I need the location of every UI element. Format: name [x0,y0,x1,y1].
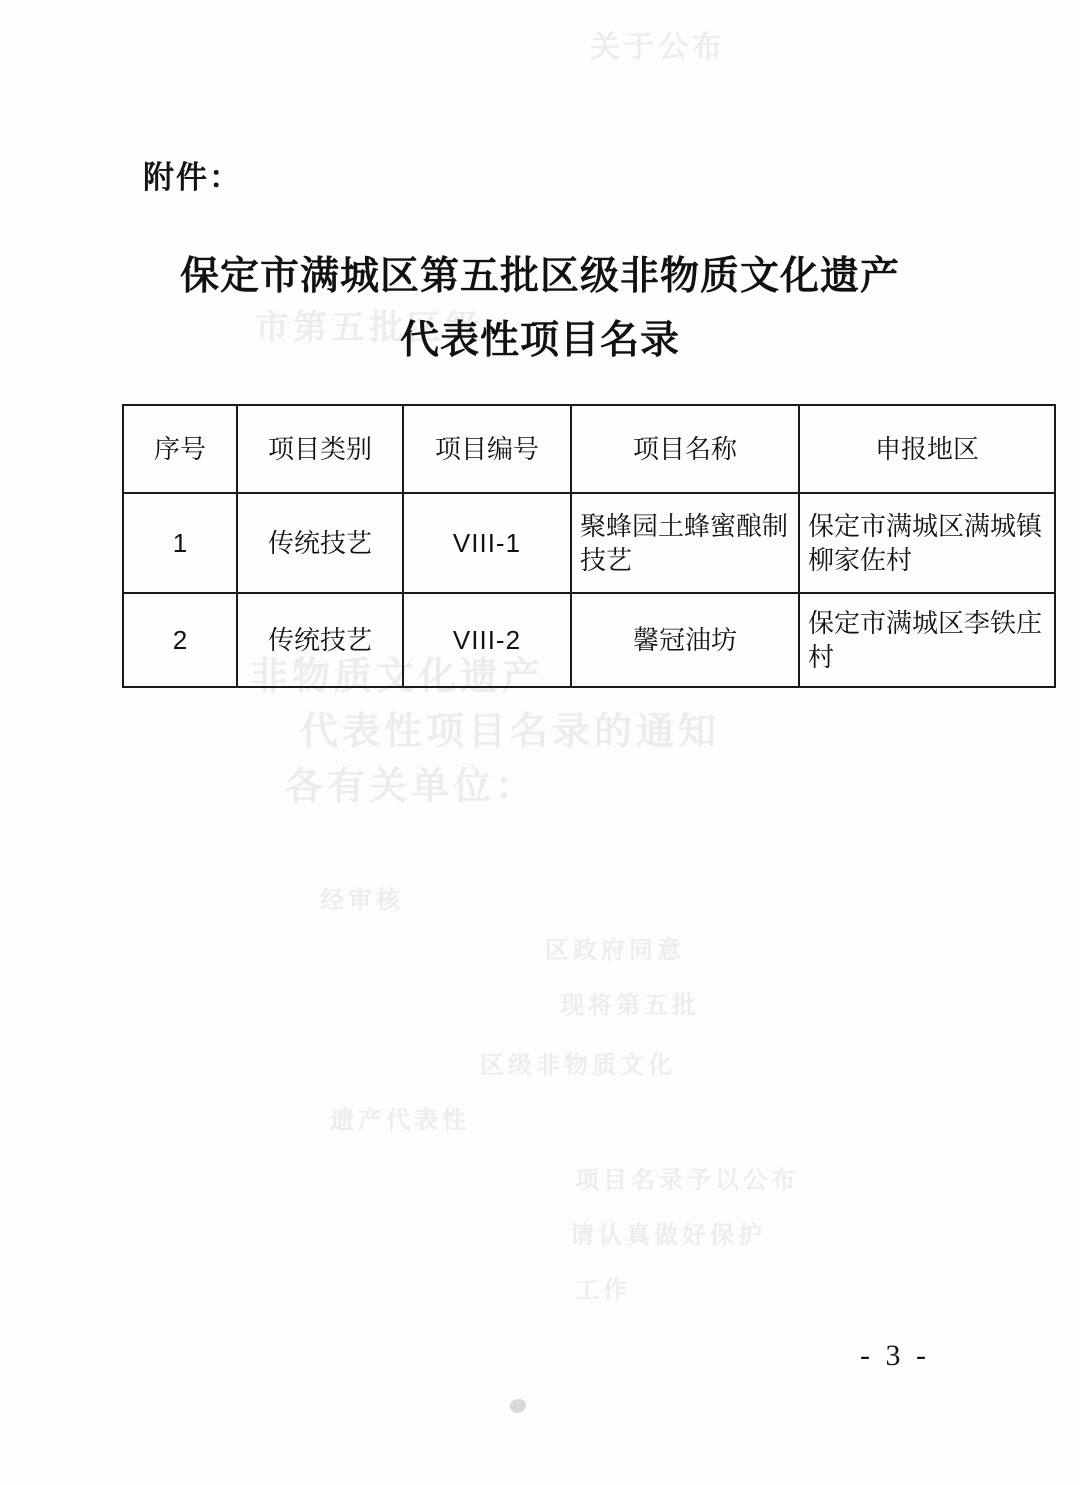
bleed-text: 各有关单位： [285,766,538,808]
cell-name: 馨冠油坊 [571,593,799,687]
bleed-text: 区政府同意 [545,938,685,964]
column-header-category: 项目类别 [237,405,403,493]
attachment-label: 附件： [143,160,242,195]
cell-region: 保定市满城区李铁庄村 [799,593,1055,687]
column-header-name: 项目名称 [571,405,799,493]
page-title [0,248,1080,370]
cell-code: VIII-1 [403,493,571,593]
bleed-text: 关于公布 [590,31,726,64]
table-row [123,493,1055,593]
column-header-code: 项目编号 [403,405,571,493]
project-list-table [122,404,1056,688]
cell-category: 传统技艺 [237,493,403,593]
bleed-text: 代表性项目名录的通知 [300,711,721,753]
scan-smudge [510,1399,526,1413]
cell-code: VIII-2 [403,593,571,687]
bleed-text: 请认真做好保护 [570,1223,766,1249]
column-header-no: 序号 [123,405,237,493]
column-header-region: 申报地区 [799,405,1055,493]
table-row [123,593,1055,687]
cell-region: 保定市满城区满城镇柳家佐村 [799,493,1055,593]
bleed-text: 工作 [575,1278,631,1304]
page-number: - 3 - [860,1339,930,1372]
cell-category: 传统技艺 [237,593,403,687]
cell-no: 1 [123,493,237,593]
cell-name: 聚蜂园土蜂蜜酿制技艺 [571,493,799,593]
bleed-text: 市第五批区级 [255,310,483,347]
page-title-line-2: 代表性项目名录 [399,319,680,362]
bleed-text: 区级非物质文化 [480,1053,676,1079]
table-header-row [123,405,1055,493]
bleed-text: 项目名录予以公布 [575,1168,799,1194]
bleed-text: 现将第五批 [560,993,700,1019]
page-title-line-1: 保定市满城区第五批区级非物质文化遗产 [179,255,900,298]
bleed-text: 遗产代表性 [330,1108,470,1134]
bleed-text: 经审核 [320,888,404,914]
cell-no: 2 [123,593,237,687]
bleed-text: 非物质文化遗产 [250,656,545,698]
